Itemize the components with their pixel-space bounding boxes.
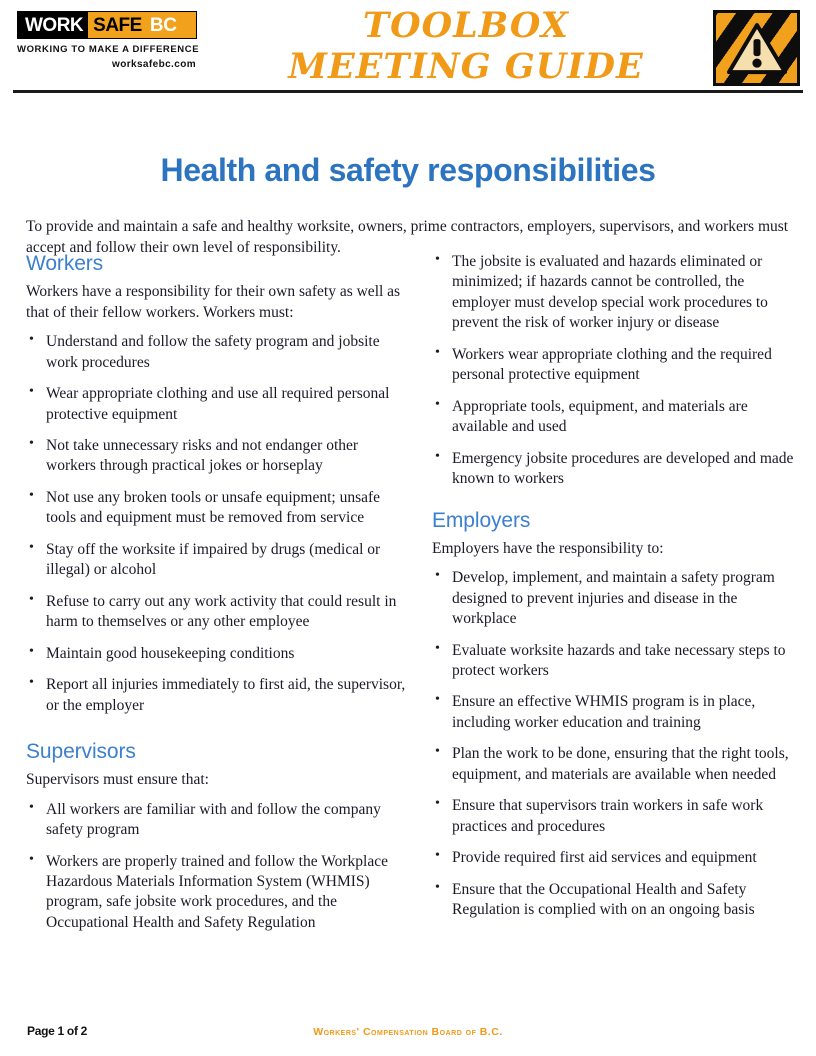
list-item: • Wear appropriate clothing and use all required personal protective equipment (26, 384, 406, 425)
workers-bullet-list (26, 332, 406, 716)
list-item: • All workers are familiar with and follow the company safety program (26, 800, 406, 841)
supervisors-bullet-list-part1 (26, 800, 406, 934)
warning-triangle-icon (713, 10, 800, 86)
page-header (0, 0, 816, 98)
list-item: • Maintain good housekeeping conditions (26, 644, 406, 664)
logo-url: worksafebc.com (112, 59, 196, 70)
worksafebc-logo (17, 11, 200, 70)
page-title: Health and safety responsibilities (160, 152, 656, 189)
section-lead-employers: Employers have the responsibility to: (432, 539, 664, 557)
list-item: • Workers are properly trained and follow the Workplace Hazardous Materials Information System (WHMIS) program, safe jobsite work procedures, and the Occupational Health and Safety Regulation (26, 852, 406, 934)
list-item: • Refuse to carry out any work activity that could result in harm to themselves or any other employee (26, 592, 406, 633)
list-item: • Report all injuries immediately to first aid, the supervisor, or the employer (26, 675, 406, 716)
section-spacer (26, 727, 406, 740)
section-lead-workers: Workers have a responsibility for their own safety as well as that of their fellow workers. Workers must: (26, 283, 401, 321)
document-header-title (236, 5, 696, 88)
left-column (26, 252, 406, 944)
section-heading-supervisors: Supervisors (26, 740, 136, 764)
list-item: • Not use any broken tools or unsafe equipment; unsafe tools and equipment must be removed from service (26, 488, 406, 529)
list-item: • Appropriate tools, equipment, and materials are available and used (432, 397, 798, 438)
intro-paragraph: To provide and maintain a safe and healthy worksite, owners, prime contractors, employers, supervisors, and workers must accept and follow their own level of responsibility. (26, 217, 789, 256)
list-item: • Develop, implement, and maintain a safety program designed to prevent injuries and disease in the workplace (432, 568, 798, 629)
section-heading-workers: Workers (26, 252, 104, 275)
supervisors-bullet-list-part2 (432, 252, 798, 490)
list-item: • Ensure that the Occupational Health and Safety Regulation is complied with on an ongoing basis (432, 880, 798, 921)
logo-word-work: WORK (18, 12, 88, 38)
list-item: • Not take unnecessary risks and not endanger other workers through practical jokes or horseplay (26, 436, 406, 477)
logo-word-safe: SAFE (88, 12, 146, 38)
header-divider (13, 90, 803, 93)
list-item: • Ensure that supervisors train workers in safe work practices and procedures (432, 796, 798, 837)
employers-bullet-list (432, 568, 798, 920)
triangle-exclamation-glyph (726, 22, 788, 76)
header-title-line-1: TOOLBOX (363, 5, 569, 46)
logo-tagline: WORKING TO MAKE A DIFFERENCE (17, 44, 200, 55)
list-item: • The jobsite is evaluated and hazards eliminated or minimized; if hazards cannot be controlled, the employer must develop special work procedures to prevent the risk of worker injury or disease (432, 252, 798, 334)
section-lead-supervisors: Supervisors must ensure that: (26, 771, 209, 789)
list-item: • Plan the work to be done, ensuring that the right tools, equipment, and materials are available when needed (432, 744, 798, 785)
section-heading-employers: Employers (432, 508, 531, 532)
list-item: • Ensure an effective WHMIS program is in place, including worker education and training (432, 692, 798, 733)
logo-bar (17, 11, 197, 39)
list-item: • Stay off the worksite if impaired by drugs (medical or illegal) or alcohol (26, 540, 406, 581)
right-column (432, 252, 798, 931)
list-item: • Emergency jobsite procedures are developed and made known to workers (432, 449, 798, 490)
logo-word-bc: BC (146, 12, 196, 38)
footer-organization: Workers' Compensation Board of B.C. (313, 1026, 503, 1038)
list-item: • Workers wear appropriate clothing and the required personal protective equipment (432, 345, 798, 386)
page-footer (0, 1020, 816, 1050)
list-item: • Evaluate worksite hazards and take necessary steps to protect workers (432, 641, 798, 682)
header-title-line-2: MEETING GUIDE (288, 46, 644, 88)
section-spacer (432, 501, 798, 509)
list-item: • Understand and follow the safety program and jobsite work procedures (26, 332, 406, 373)
page-number: Page 1 of 2 (27, 1024, 88, 1038)
list-item: • Provide required first aid services and equipment (432, 848, 798, 868)
